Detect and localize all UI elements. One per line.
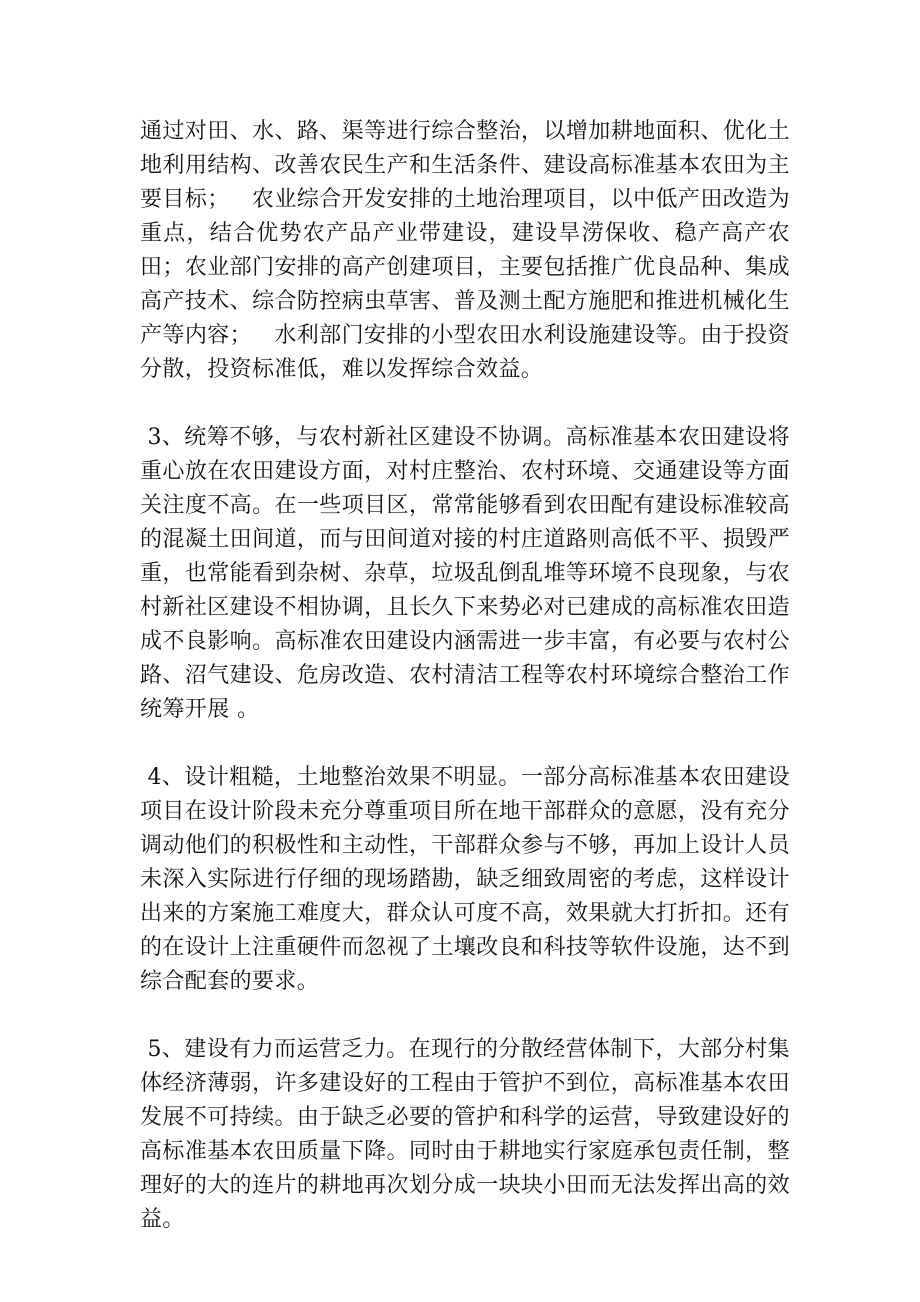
paragraph-2: 3、统筹不够，与农村新社区建设不协调。高标准基本农田建设将重心放在农田建设方面，对村庄整治、农村环境、交通建设等方面关注度不高。在一些项目区，常常能够看到农田配有建设标准较高的混凝土田间道，而与田间道对接的村庄道路则高低不平、损毁严重，也常能看到杂树、杂草，垃圾乱倒乱堆等环境不良现象，与农村新社区建设不相协调，且长久下来势必对已建成的高标准农田造成不良影响。高标准农田建设内涵需进一步丰富，有必要与农村公路、沼气建设、危房改造、农村清洁工程等农村环境综合整治工作统筹开展 。	[140, 425, 790, 722]
paragraph-3: 4、设计粗糙，土地整治效果不明显。一部分高标准基本农田建设项目在设计阶段未充分尊重项目所在地干部群众的意愿，没有充分调动他们的积极性和主动性，干部群众参与不够，再加上设计人员未深入实际进行仔细的现场踏勘，缺乏细致周密的考虑，这样设计出来的方案施工难度大，群众认可度不高，效果就大打折扣。还有的在设计上注重硬件而忽视了土壤改良和科技等软件设施，达不到综合配套的要求。	[140, 765, 790, 994]
paragraph-1: 通过对田、水、路、渠等进行综合整治，以增加耕地面积、优化土地利用结构、改善农民生产和生活条件、建设高标准基本农田为主要目标； 农业综合开发安排的土地治理项目，以中低产田改造为重点，结合优势农产品产业带建设，建设旱涝保收、稳产高产农田；农业部门安排的高产创建项目，主要包括推广优良品种、集成高产技术、综合防控病虫草害、普及测土配方施肥和推进机械化生产等内容； 水利部门安排的小型农田水利设施建设等。由于投资分散，投资标准低，难以发挥综合效益。	[140, 119, 790, 382]
document-body	[140, 115, 790, 1237]
paragraph-4: 5、建设有力而运营乏力。在现行的分散经营体制下，大部分村集体经济薄弱，许多建设好的工程由于管护不到位，高标准基本农田发展不可持续。由于缺乏必要的管护和科学的运营，导致建设好的高标准基本农田质量下降。同时由于耕地实行家庭承包责任制，整理好的大的连片的耕地再次划分成一块块小田而无法发挥出高的效益。	[140, 1037, 790, 1232]
